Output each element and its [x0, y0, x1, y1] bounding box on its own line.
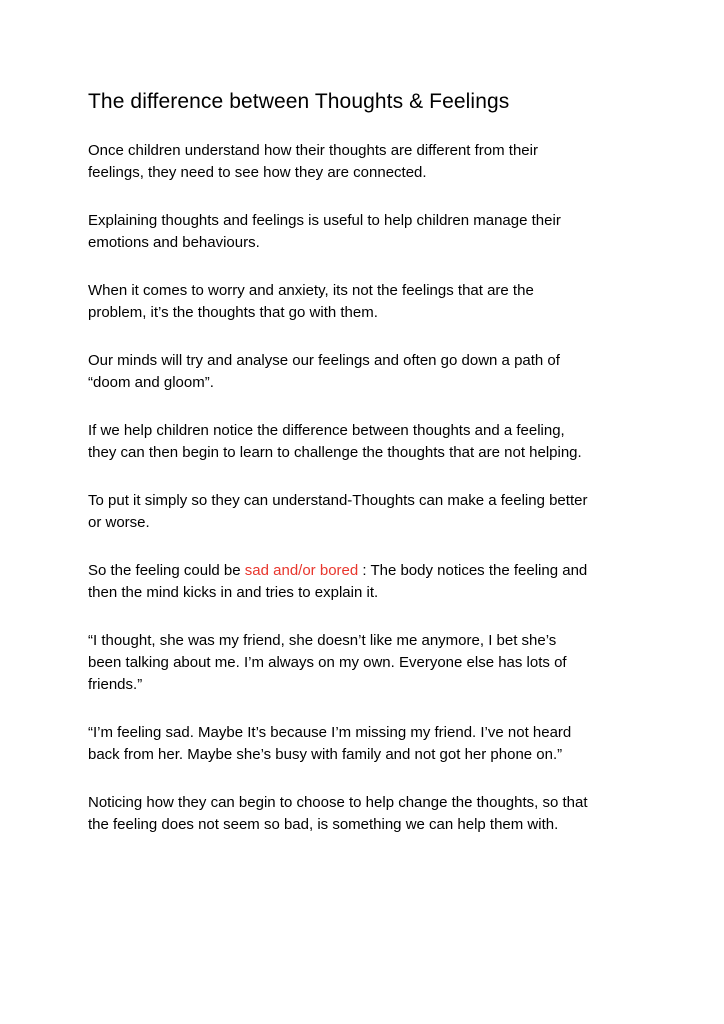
paragraph-5 [88, 420, 648, 464]
paragraph-2-line-2: emotions and behaviours. [88, 234, 260, 251]
paragraph-1-line-2: feelings, they need to see how they are connected. [88, 164, 427, 181]
document-title: The difference between Thoughts & Feelings [88, 90, 510, 113]
paragraph-3-line-1: When it comes to worry and anxiety, its not the feelings that are the [88, 282, 534, 299]
paragraph-8-line-2: been talking about me. I’m always on my own. Everyone else has lots of [88, 654, 567, 671]
paragraph-5-line-1: If we help children notice the difference between thoughts and a feeling, [88, 422, 565, 439]
paragraph-7-text-after: : The body notices the feeling and [358, 562, 588, 579]
paragraph-7-line-1 [88, 560, 648, 582]
paragraph-9-line-2: back from her. Maybe she’s busy with family and not got her phone on.” [88, 746, 563, 763]
paragraph-10-line-1: Noticing how they can begin to choose to help change the thoughts, so that [88, 794, 588, 811]
paragraph-3 [88, 280, 648, 324]
paragraph-5-line-2: they can then begin to learn to challenge the thoughts that are not helping. [88, 444, 582, 461]
paragraph-7 [88, 560, 648, 604]
paragraph-2-line-1: Explaining thoughts and feelings is useful to help children manage their [88, 212, 561, 229]
paragraph-6-line-1: To put it simply so they can understand-Thoughts can make a feeling better [88, 492, 588, 509]
paragraph-4 [88, 350, 648, 394]
paragraph-2 [88, 210, 648, 254]
paragraph-8-line-1: “I thought, she was my friend, she doesn’t like me anymore, I bet she’s [88, 632, 557, 649]
paragraph-9-quote [88, 722, 648, 766]
document-body [88, 88, 648, 862]
paragraph-3-line-2: problem, it’s the thoughts that go with them. [88, 304, 378, 321]
paragraph-1-line-1: Once children understand how their thoughts are different from their [88, 142, 538, 159]
paragraph-10 [88, 792, 648, 836]
paragraph-10-line-2: the feeling does not seem so bad, is something we can help them with. [88, 816, 559, 833]
highlighted-feeling-text: sad and/or bored [244, 562, 359, 579]
paragraph-4-line-1: Our minds will try and analyse our feelings and often go down a path of [88, 352, 560, 369]
paragraph-8-line-3: friends.” [88, 676, 143, 693]
paragraph-6 [88, 490, 648, 534]
paragraph-1 [88, 140, 648, 184]
paragraph-8-quote [88, 630, 648, 696]
paragraph-7-text-before: So the feeling could be [88, 562, 245, 579]
paragraph-9-line-1: “I’m feeling sad. Maybe It’s because I’m missing my friend. I’ve not heard [88, 724, 572, 741]
paragraph-7-line-2: then the mind kicks in and tries to explain it. [88, 584, 379, 601]
paragraph-6-line-2: or worse. [88, 514, 150, 531]
paragraph-4-line-2: “doom and gloom”. [88, 374, 214, 391]
